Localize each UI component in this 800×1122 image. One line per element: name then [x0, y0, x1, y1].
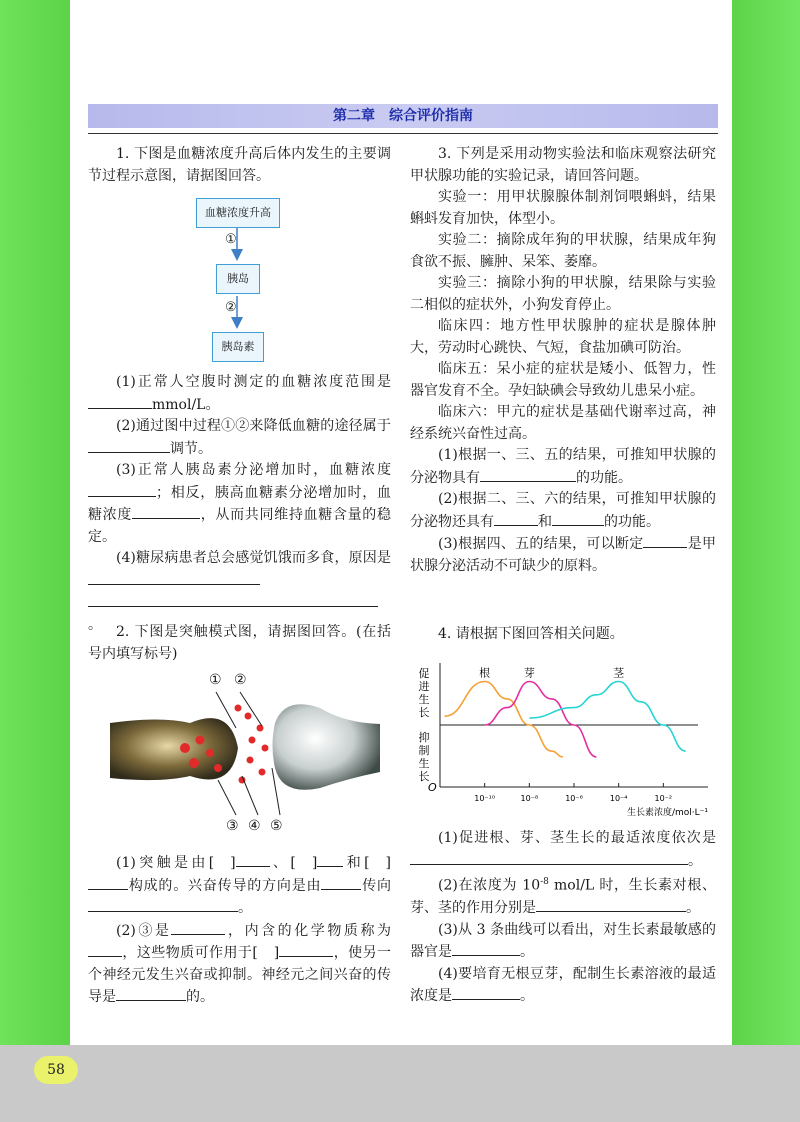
question-3: 3. 下列是采用动物实验法和临床观察法研究甲状腺功能的实验记录，请回答问题。 实验一：用甲状腺腺体制剂饲喂蝌蚪，结果蝌蚪发育加快，体型小。 实验二：摘除成年狗的甲状腺，结果成年狗食欲不振、臃肿、呆笨、萎靡。 实验三：摘除小狗的甲状腺，结果除与实验二相似的症状外，小狗发育停止。 临床四：地方性甲状腺肿的症状是腺体肿大，劳动时心跳快、气短，食盐加碘可防治。 临床五：呆小症的症状是矮小、低智力，性器官发育不全。孕妇缺碘会导致幼儿患呆小症。 临床六：甲亢的症状是基础代谢率过高，神经系统兴奋性过高。 (1)根据一、三、五的结果，可推知甲状腺的分泌物具有 的功能。 (2)根据二、三、六的结果，可推知甲状腺的分泌物还具有 和 的功能。 (3)根据四、五的结果，可以断定 是甲状腺分泌活动不可缺少的原料。 — [410, 144, 716, 577]
vesicle — [214, 764, 222, 772]
x-axis-label: 生长素浓度/mol·L⁻¹ — [626, 808, 708, 818]
answer-blank[interactable] — [88, 482, 156, 497]
auxin-chart — [410, 655, 716, 820]
page-number: 58 — [47, 1062, 65, 1078]
q4-part-3: (3)从 3 条曲线可以看出，对生长素最敏感的器官是 。 — [410, 921, 716, 961]
answer-blank[interactable] — [317, 852, 343, 867]
y-label-char: 制 — [418, 744, 430, 757]
q3-part-2: (2)根据二、三、六的结果，可推知甲状腺的分泌物还具有 和 的功能。 — [410, 491, 716, 530]
vesicle — [235, 705, 242, 712]
answer-blank[interactable] — [132, 504, 200, 519]
series-label: 根 — [479, 666, 491, 680]
x-ticks — [474, 783, 672, 803]
flow-step-2: ② — [225, 300, 237, 315]
series-label: 芽 — [523, 666, 535, 680]
y-label-inhibit — [419, 730, 430, 783]
question-1-intro: 1. 下图是血糖浓度升高后体内发生的主要调节过程示意图，请据图回答。 — [88, 146, 391, 184]
synapse-label-2: ② — [234, 672, 247, 688]
answer-blank[interactable] — [480, 467, 576, 482]
flow-diagram — [88, 188, 391, 368]
q2-part-1: (1)突触是由[ ] 、[ ] 和[ ]构成的。兴奋传导的方向是由 传向。 — [88, 852, 391, 920]
series-labels — [479, 666, 625, 680]
answer-blank[interactable] — [88, 897, 238, 912]
synapse-label-1: ① — [209, 672, 222, 688]
q1-part-4: (4)糖尿病患者总会感觉饥饿而多食，原因是 — [88, 548, 391, 592]
y-label-promote — [419, 667, 430, 719]
answer-blank[interactable] — [552, 511, 604, 526]
y-label-char: 促 — [418, 667, 430, 680]
vesicle — [189, 758, 199, 768]
x-tick-label: 10⁻¹⁰ — [474, 794, 496, 803]
answer-blank[interactable] — [88, 942, 122, 957]
curve-芽 — [485, 682, 597, 757]
flow-box-insulin: 胰岛素 — [212, 332, 264, 362]
leader-line — [218, 780, 236, 815]
y-label-char: 抑 — [418, 731, 430, 744]
q4-part-2: (2)在浓度为 $10^{-8}$ mol/L 时，生长素对根、芽、茎的作用分别是 。 — [410, 877, 716, 917]
y-label-char: 长 — [418, 770, 430, 783]
answer-blank[interactable] — [116, 986, 186, 1001]
x-tick-label: 10⁻⁴ — [609, 794, 628, 803]
answer-blank[interactable] — [88, 592, 378, 607]
curves — [444, 682, 685, 757]
answer-blank[interactable] — [88, 570, 260, 585]
answer-blank[interactable] — [452, 941, 520, 956]
answer-blank[interactable] — [494, 511, 538, 526]
x-tick-label: 10⁻⁸ — [520, 794, 539, 803]
leader-line — [240, 692, 262, 726]
vesicle — [247, 757, 254, 764]
footer-band — [0, 1045, 800, 1122]
question-4-parts — [410, 828, 716, 1008]
answer-blank[interactable] — [88, 394, 152, 409]
q3-part-3: (3)根据四、五的结果，可以断定 是甲状腺分泌活动不可缺少的原料。 — [410, 533, 716, 577]
vesicle — [245, 713, 252, 720]
question-1-parts — [88, 372, 391, 636]
answer-blank[interactable] — [88, 875, 128, 890]
y-label-char: 进 — [418, 680, 430, 693]
q3-part-1: (1)根据一、三、五的结果，可推知甲状腺的分泌物具有 的功能。 — [410, 447, 716, 486]
vesicle — [180, 743, 190, 753]
flow-step-1: ① — [225, 232, 237, 247]
synapse-label-5: ⑤ — [270, 818, 283, 834]
origin-label: O — [428, 781, 437, 794]
answer-blank[interactable] — [279, 942, 333, 957]
question-4-intro: 4. 请根据下图回答相关问题。 — [438, 626, 624, 642]
y-label-char: 生 — [418, 757, 430, 770]
flow-box-islet: 胰岛 — [216, 264, 260, 294]
synapse-label-4: ④ — [248, 818, 261, 834]
left-green-border — [0, 0, 70, 1045]
q1-part-4-line2: 。 — [88, 592, 391, 636]
x-tick-label: 10⁻⁶ — [565, 794, 583, 803]
answer-blank[interactable] — [410, 850, 688, 865]
x-tick-label: 10⁻² — [654, 794, 673, 803]
vesicle — [249, 737, 256, 744]
chapter-title: 第二章 综合评价指南 — [333, 108, 473, 124]
y-label-char: 生 — [418, 693, 430, 706]
right-green-border — [732, 0, 800, 1045]
vesicle — [259, 769, 266, 776]
header-rule — [88, 133, 718, 134]
q2-part-2: (2)③是 ，内含的化学物质称为，这些物质可作用于[ ] ，使另一个神经元发生兴奋或抑制。神经元之间兴奋的传导是 的。 — [88, 920, 391, 1009]
q4-part-1: (1)促进根、芽、茎生长的最适浓度依次是。 — [410, 828, 716, 872]
curve-茎 — [529, 682, 685, 752]
leader-line — [242, 776, 258, 815]
series-label: 茎 — [613, 666, 625, 680]
answer-blank[interactable] — [171, 920, 225, 935]
answer-blank[interactable] — [536, 897, 686, 912]
flow-box-blood-sugar: 血糖浓度升高 — [196, 198, 280, 228]
answer-blank[interactable] — [643, 533, 687, 548]
y-label-char: 长 — [418, 706, 430, 719]
vesicle — [206, 749, 214, 757]
vesicle — [257, 725, 264, 732]
vesicle — [196, 736, 205, 745]
answer-blank[interactable] — [452, 985, 520, 1000]
answer-blank[interactable] — [321, 875, 361, 890]
answer-blank[interactable] — [88, 438, 170, 453]
answer-blank[interactable] — [236, 852, 270, 867]
synapse-illustration — [110, 668, 380, 838]
vesicle — [262, 745, 269, 752]
question-2-parts — [88, 852, 391, 1009]
synapse-label-3: ③ — [226, 818, 239, 834]
q1-part-1: (1)正常人空腹时测定的血糖浓度范围是mmol/L。 — [88, 372, 391, 416]
postsynaptic-membrane — [273, 704, 381, 789]
q1-part-3: (3)正常人胰岛素分泌增加时，血糖浓度；相反，胰高血糖素分泌增加时，血糖浓度 ，从而共同维持血糖含量的稳定。 — [88, 462, 391, 545]
q1-part-2: (2)通过图中过程①②来降低血糖的途径属于调节。 — [88, 416, 391, 460]
question-2-intro: 2. 下图是突触模式图，请据图回答。(在括号内填写标号) — [88, 624, 391, 662]
q4-part-4: (4)要培育无根豆芽，配制生长素溶液的最适浓度是 。 — [410, 965, 716, 1005]
curve-根 — [444, 682, 562, 757]
